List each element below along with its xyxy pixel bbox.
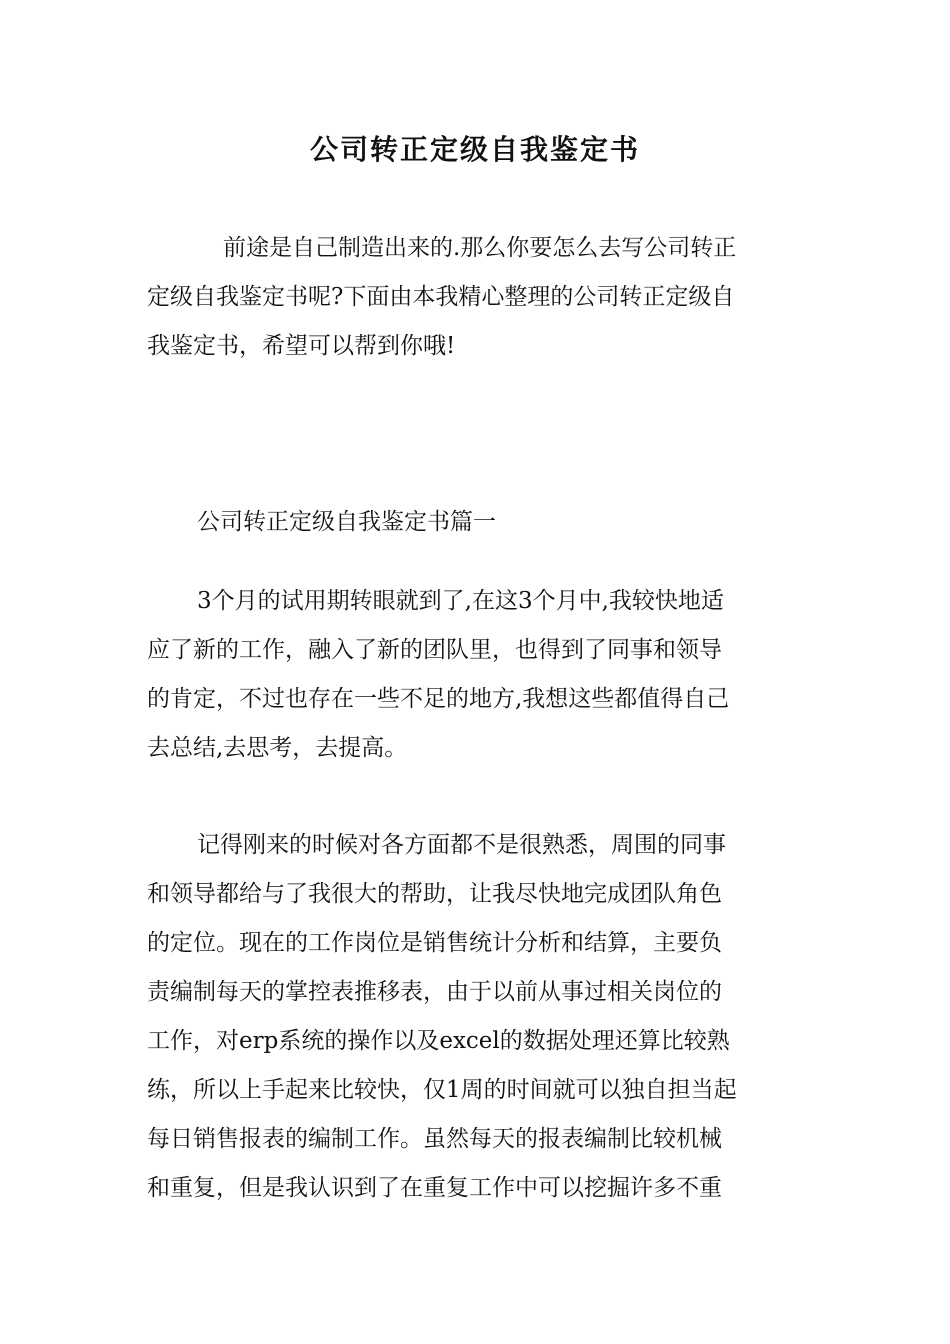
paragraph-line: 应了新的工作，融入了新的团队里，也得到了同事和领导 (147, 637, 722, 663)
section-heading: 公司转正定级自我鉴定书篇一 (197, 509, 496, 535)
paragraph-2 (147, 821, 807, 1213)
paragraph-line: 和重复，但是我认识到了在重复工作中可以挖掘许多不重 (147, 1175, 722, 1201)
document-title: 公司转正定级自我鉴定书 (309, 133, 640, 166)
intro-line: 定级自我鉴定书呢?下面由本我精心整理的公司转正定级自 (147, 284, 735, 310)
intro-paragraph (147, 224, 807, 371)
paragraph-line: 责编制每天的掌控表推移表，由于以前从事过相关岗位的 (147, 979, 722, 1005)
paragraph-line: 的肯定，不过也存在一些不足的地方,我想这些都值得自己 (147, 686, 730, 712)
paragraph-line: 和领导都给与了我很大的帮助，让我尽快地完成团队角色 (147, 881, 722, 907)
paragraph-line: 工作，对erp系统的操作以及excel的数据处理还算比较熟 (147, 1028, 730, 1054)
paragraph-1 (147, 577, 807, 773)
paragraph-line: 的定位。现在的工作岗位是销售统计分析和结算，主要负 (147, 930, 722, 956)
paragraph-line: 记得刚来的时候对各方面都不是很熟悉，周围的同事 (197, 832, 726, 858)
intro-line: 我鉴定书，希望可以帮到你哦! (147, 333, 456, 359)
intro-line: 前途是自己制造出来的.那么你要怎么去写公司转正 (223, 235, 737, 261)
paragraph-line: 3个月的试用期转眼就到了,在这3个月中,我较快地适 (197, 588, 724, 614)
paragraph-line: 练，所以上手起来比较快，仅1周的时间就可以独自担当起 (147, 1077, 737, 1103)
paragraph-line: 每日销售报表的编制工作。虽然每天的报表编制比较机械 (147, 1126, 722, 1152)
paragraph-line: 去总结,去思考，去提高。 (147, 735, 408, 761)
